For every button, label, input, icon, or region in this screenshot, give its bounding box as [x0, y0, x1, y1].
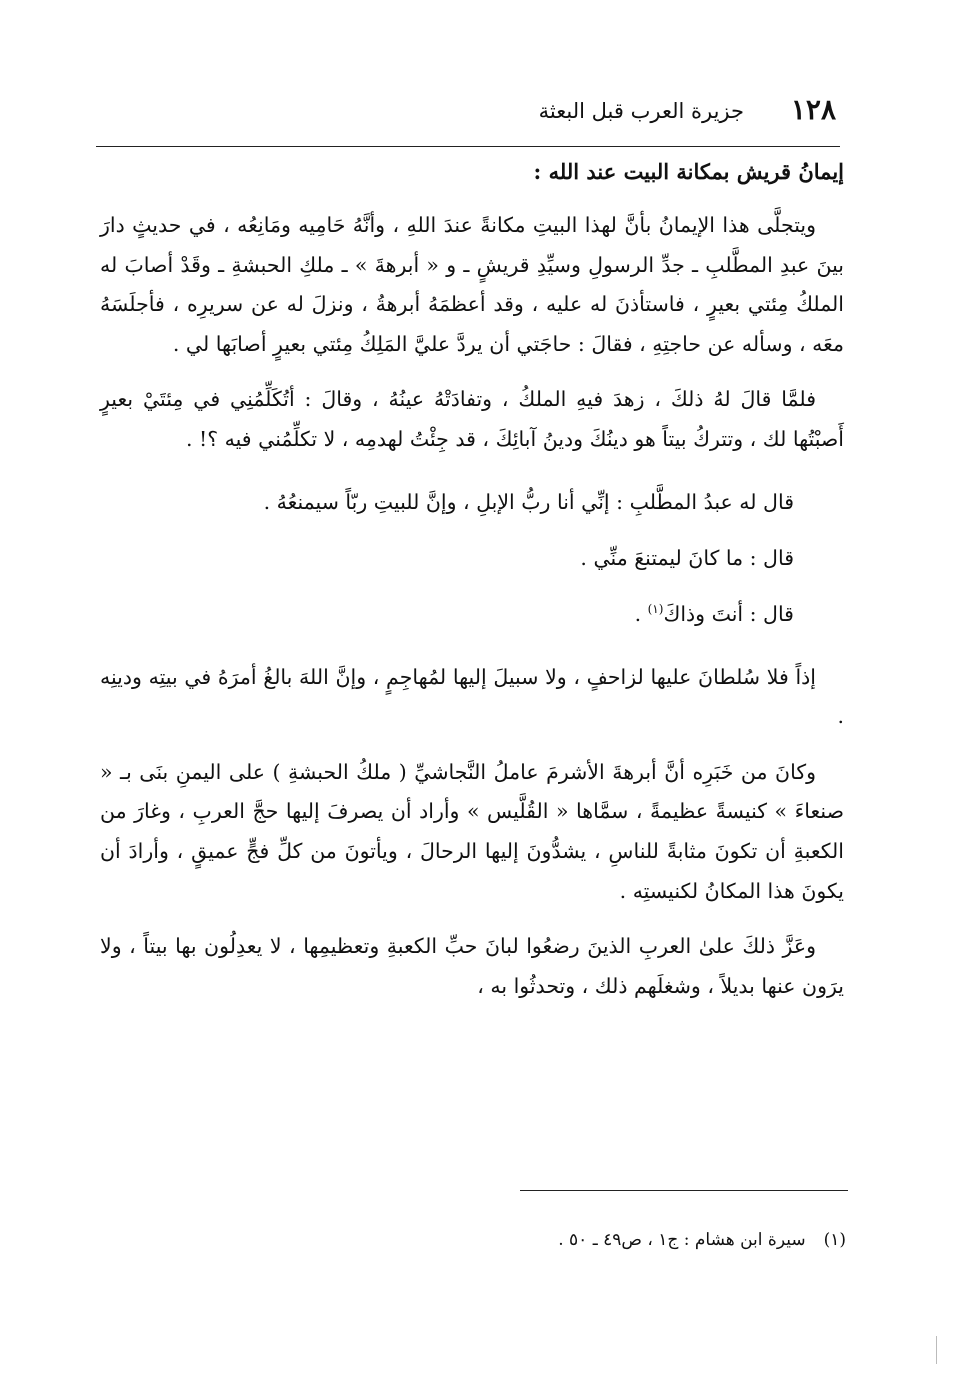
paragraph-4: وكانَ من خَبَرِه أنَّ أبرهةَ الأشرمَ عاملُ النَّجاشيِّ ( ملكُ الحبشةِ ) على اليمنِ بنَى بـ « صنعاءَ » كنيسةً عظيمةً ، سمَّاها « القُلَّيس » وأراد أن يصرفَ إليها حجَّ العربِ ، وغارَ من الكعبةِ أن تكونَ مثابةً للناسِ ، يشدُّونَ إليها الرحالَ ، ويأتونَ من كلِّ فجٍّ عميقٍ ، وأرادَ أن يكونَ هذا المكانُ لكنيستِه .: [100, 759, 844, 903]
header-rule: [96, 146, 840, 147]
footnote-rule: [520, 1190, 848, 1191]
footnote-marker: (١): [823, 1230, 846, 1250]
page-header: [366, 92, 836, 132]
paragraph-5: وعَزَّ ذلكَ علىٰ العربِ الذينَ رضعُوا لبانَ حبِّ الكعبةِ وتعظيمِها ، لا يعدِلُون بها بيتاً ، ولا يرَون عنها بديلاً ، وشغلَهم ذلك ، وتحدثُوا به ،: [100, 934, 844, 998]
dialogue-line-2: قال : ما كانَ ليمتنعَ منِّي .: [580, 545, 794, 570]
dialogue-line-3: [100, 588, 844, 640]
scan-margin-mark: [936, 1336, 937, 1364]
paragraph-2: فلمَّا قالَ لهُ ذلكَ ، زهدَ فيهِ الملكُ ، وتفادَتْهُ عينُهُ ، وقالَ : أتُكَلِّمُنِي في مِئتَيْ بعيرٍ أَصبْتُها لك ، وتتركُ بيتاً هو دينُكَ ودينُ آبائِكَ ، قد جِئْتُ لهدمِه ، لا تكلِّمُني فيه ؟! .: [100, 387, 844, 451]
page-number: ١٢٨: [790, 93, 836, 126]
footnote-reference: (١): [647, 601, 664, 616]
main-text: [100, 152, 844, 1022]
paragraph-3: إذاً فلا سُلطانَ عليها لزاحفٍ ، ولا سبيلَ إليها لمُهاجِمٍ ، وإنَّ اللهَ بالغُ أمرَهُ في بيتِه ودينِه .: [100, 664, 844, 729]
section-heading: إيمانُ قريش بمكانة البيت عند الله :: [533, 159, 844, 184]
paragraph-1: ويتجلَّى هذا الإيمانُ بأنَّ لهذا البيتِ مكانةً عندَ اللهِ ، وأنَّهُ حَامِيه ومَانِعُه ، في حديثٍ دارَ بينَ عبدِ المطَّلبِ ـ جدِّ الرسولِ وسيِّدِ قريشٍ ـ و « أبرهةَ » ـ ملكِ الحبشةِ ـ وقَدْ أصابَ له الملكُ مِئتي بعيرٍ ، فاستأذنَ له عليه ، وقد أعظمَهُ أبرهةُ ، ونزلَ له عن سريرِه ، فأجلَسَهُ معَه ، وسأله عن حاجتِهِ ، فقالَ : حاجَتي أن يردَّ عليَّ المَلِكُ مِئتي بعيرٍ أصابَها لي .: [100, 213, 844, 356]
running-title: جزيرة العرب قبل البعثة: [538, 99, 744, 123]
dialogue-line-3-text: قال : أنتَ وذاكَ: [663, 601, 794, 626]
dialogue-line-3-end: .: [634, 601, 648, 626]
footnote-text: سيرة ابن هشام : ج١ ، ص٤٩ ـ ٥٠ .: [558, 1230, 806, 1250]
dialogue-line-1: قال له عبدُ المطَّلبِ : إنِّي أنا ربُّ الإبلِ ، وإنَّ للبيتِ ربّاً سيمنعُهُ .: [263, 489, 794, 514]
footnote: [558, 1226, 846, 1254]
